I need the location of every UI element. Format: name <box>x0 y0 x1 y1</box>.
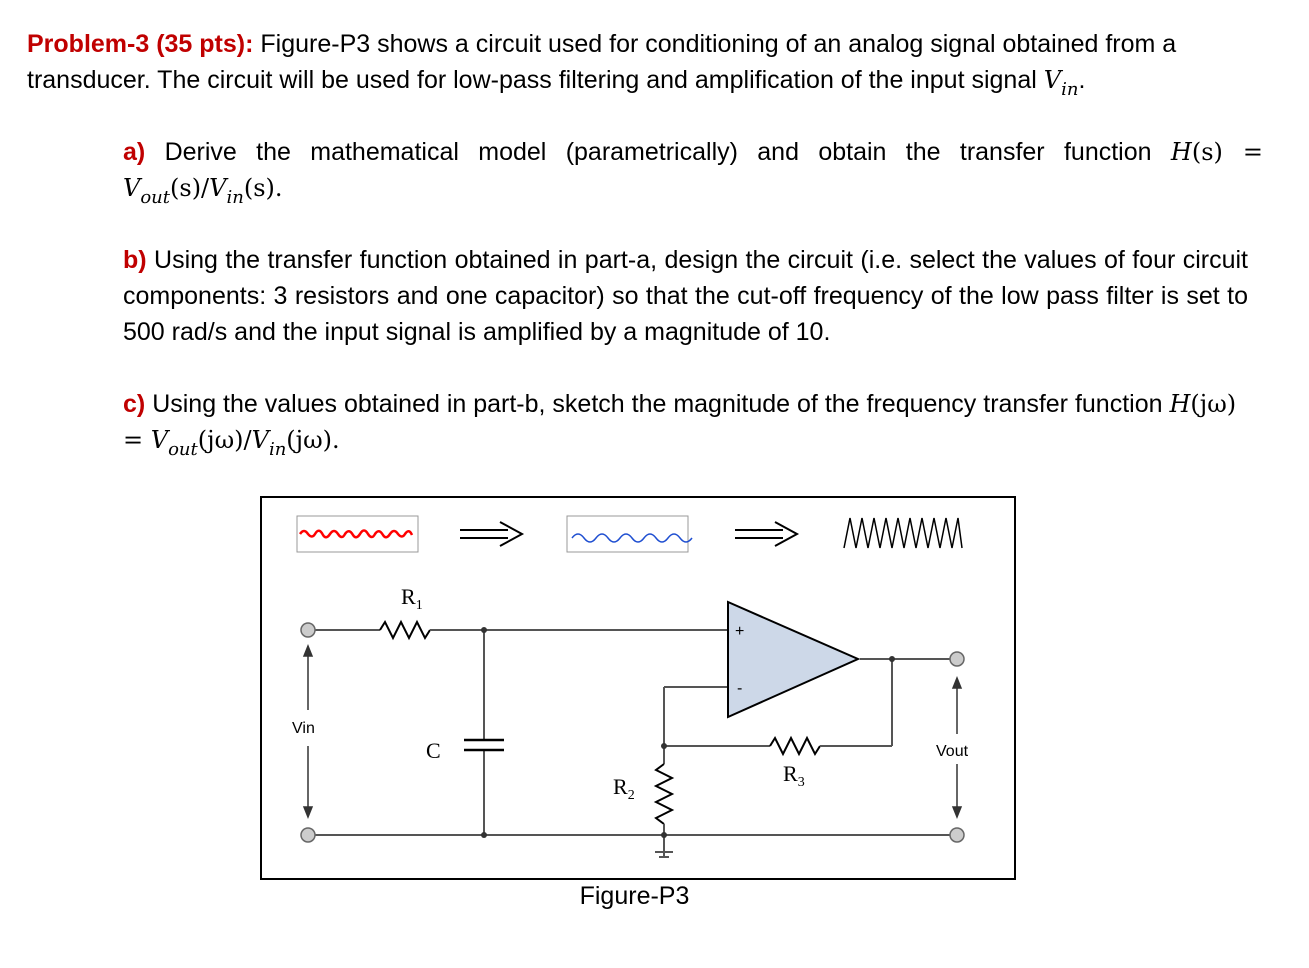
figure-caption: Figure-P3 <box>579 882 690 910</box>
part-a <box>123 134 1263 209</box>
vout-bottom-terminal <box>950 828 964 842</box>
part-a-text: Derive the mathematical model (parametrically) and obtain the transfer function <box>164 138 1152 166</box>
r1-label: $R_1$ <box>401 584 423 613</box>
figure-border <box>261 497 1015 879</box>
vin-symbol: $V_{in}$ <box>1043 66 1079 100</box>
r2-label: $R_2$ <box>613 774 635 803</box>
intro-paragraph <box>27 26 1287 101</box>
filtered-signal-box <box>567 516 692 552</box>
vin-bottom-terminal <box>301 828 315 842</box>
r3-label: $R_3$ <box>783 761 805 790</box>
part-c-text: Using the values obtained in part-b, sketch the magnitude of the frequency transfer function <box>152 390 1163 418</box>
amplified-wave-icon <box>842 514 962 552</box>
part-a-label: a) <box>123 138 146 166</box>
part-c <box>123 386 1263 461</box>
problem-heading: Problem-3 (35 pts): <box>27 30 254 58</box>
minus-sign: - <box>737 680 743 697</box>
plus-sign: + <box>735 623 745 640</box>
noisy-signal-box <box>297 516 418 552</box>
vin-top-terminal <box>301 623 315 637</box>
part-c-label: c) <box>123 390 146 418</box>
vin-label: Vin <box>292 720 315 737</box>
intro-text: Figure-P3 shows a circuit used for conditioning of an analog signal obtained from a transducer. The circuit will be used for low-pass filtering and amplification of the input signal <box>27 30 1177 94</box>
frequency-transfer-eq: $H(j\omega) = V_{out}(j\omega)/V_{in}(j\omega)$. <box>123 390 1237 460</box>
intro-period: . <box>1078 66 1086 94</box>
part-b-text: Using the transfer function obtained in part-a, design the circuit (i.e. select the values of four circuit components: 3 resistors and one capacitor) so that the cut-off frequency of the low pass filter is set to 500 rad/s and the input signal is amplified by a magnitude of 10. <box>123 246 1248 346</box>
vout-top-terminal <box>950 652 964 666</box>
circuit-figure <box>260 496 1016 880</box>
part-b-label: b) <box>123 246 147 274</box>
part-b <box>123 242 1248 350</box>
c-label: C <box>426 738 441 763</box>
vout-label: Vout <box>936 743 969 760</box>
transfer-function-eq: $H(s) = V_{out}(s)/V_{in}(s)$. <box>123 138 1264 208</box>
